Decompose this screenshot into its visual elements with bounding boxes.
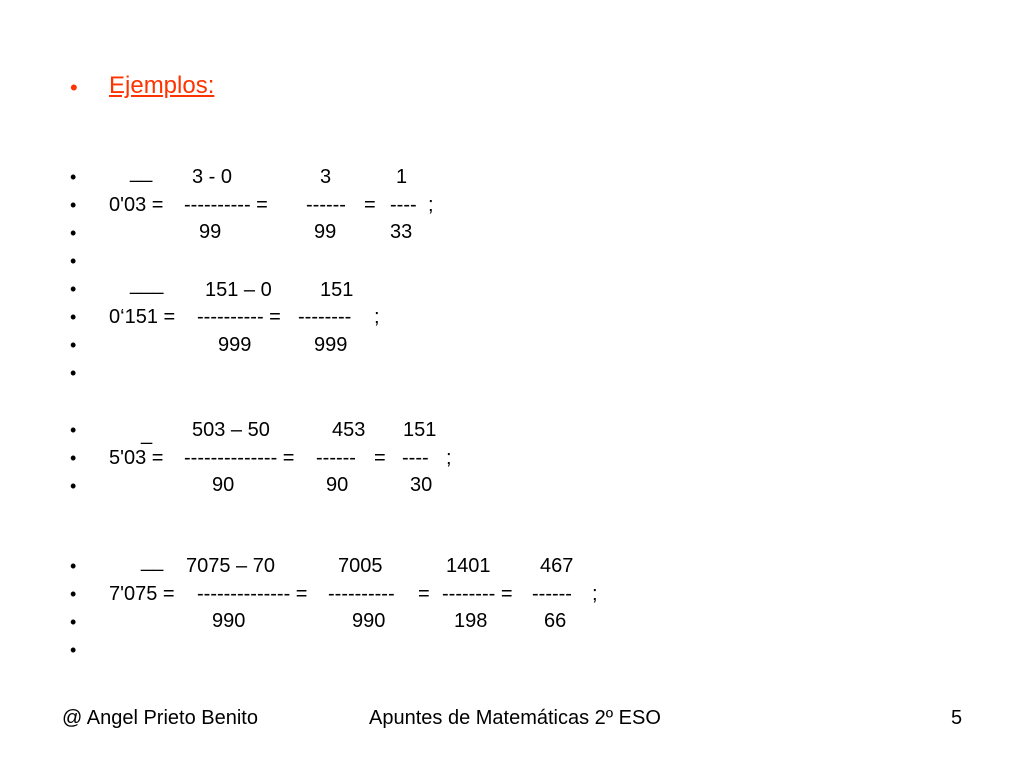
denominator: 90	[212, 474, 235, 496]
bullet: •	[70, 556, 77, 576]
bullet: •	[70, 307, 77, 327]
numerator: 3	[320, 166, 332, 188]
fraction-line: ---------- =	[184, 194, 268, 216]
bullet: •	[70, 195, 77, 215]
bullet: •	[70, 584, 77, 604]
fraction-line: -------------- =	[184, 447, 295, 469]
decimal-label: 0'03 =	[109, 194, 164, 216]
denominator: 990	[212, 610, 246, 632]
denominator: 30	[410, 474, 433, 496]
fraction-line: ------	[306, 194, 346, 216]
fraction-line: -------- =	[442, 583, 513, 605]
bullet: •	[70, 167, 77, 187]
numerator: 503 – 50	[192, 419, 270, 441]
repeating-bar: __	[130, 161, 153, 183]
bullet: •	[70, 420, 77, 440]
slide-title: Ejemplos:	[109, 72, 215, 99]
equals-sign: =	[364, 194, 376, 216]
denominator: 990	[352, 610, 386, 632]
numerator: 151 – 0	[205, 279, 272, 301]
denominator: 999	[314, 334, 348, 356]
fraction-line: ----	[402, 447, 429, 469]
separator: ;	[428, 194, 434, 216]
numerator: 1	[396, 166, 408, 188]
fraction-line: ------	[316, 447, 356, 469]
bullet: •	[70, 223, 77, 243]
denominator: 99	[314, 221, 337, 243]
title-bullet: •	[70, 75, 78, 100]
bullet: •	[70, 476, 77, 496]
footer-author: @ Angel Prieto Benito	[62, 707, 258, 729]
decimal-label: 5'03 =	[109, 447, 164, 469]
fraction-line: ----------	[328, 583, 395, 605]
numerator: 151	[320, 279, 354, 301]
bullet: •	[70, 448, 77, 468]
page-number: 5	[951, 707, 963, 729]
numerator: 1401	[446, 555, 491, 577]
fraction-line: ----	[390, 194, 417, 216]
separator: ;	[592, 583, 598, 605]
denominator: 999	[218, 334, 252, 356]
numerator: 7075 – 70	[186, 555, 275, 577]
fraction-line: -------------- =	[197, 583, 308, 605]
fraction-line: --------	[298, 306, 352, 328]
numerator: 453	[332, 419, 366, 441]
fraction-line: ---------- =	[197, 306, 281, 328]
repeating-bar: __	[141, 550, 164, 572]
denominator: 90	[326, 474, 349, 496]
denominator: 198	[454, 610, 488, 632]
decimal-label: 0‘151 =	[109, 306, 176, 328]
bullet: •	[70, 612, 77, 632]
numerator: 151	[403, 419, 437, 441]
numerator: 467	[540, 555, 574, 577]
repeating-bar: ___	[130, 273, 164, 295]
footer-course: Apuntes de Matemáticas 2º ESO	[369, 707, 661, 729]
equals-sign: =	[374, 447, 386, 469]
denominator: 99	[199, 221, 222, 243]
numerator: 7005	[338, 555, 383, 577]
separator: ;	[374, 306, 380, 328]
separator: ;	[446, 447, 452, 469]
repeating-bar: _	[141, 423, 153, 445]
bullet: •	[70, 335, 77, 355]
decimal-label: 7'075 =	[109, 583, 175, 605]
denominator: 66	[544, 610, 567, 632]
bullet: •	[70, 363, 77, 383]
denominator: 33	[390, 221, 413, 243]
bullet: •	[70, 640, 77, 660]
bullet: •	[70, 251, 77, 271]
equals-sign: =	[418, 583, 430, 605]
numerator: 3 - 0	[192, 166, 233, 188]
fraction-line: ------	[532, 583, 572, 605]
bullet: •	[70, 279, 77, 299]
